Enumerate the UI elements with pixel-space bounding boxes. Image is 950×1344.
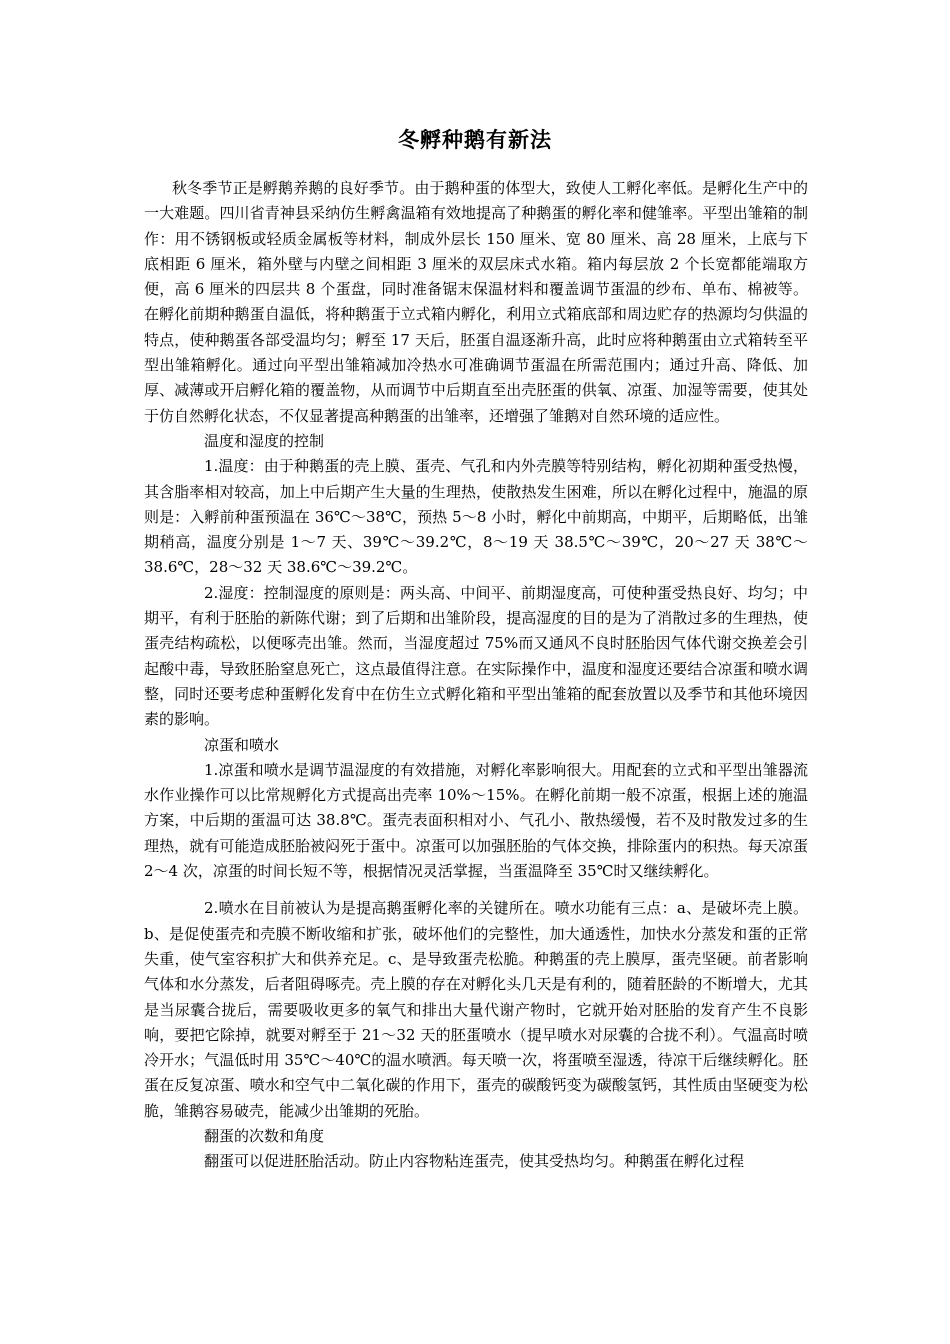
paragraph-gap: [144, 884, 808, 896]
section-heading-cooling-spraying: 凉蛋和喷水: [204, 735, 280, 754]
spraying-paragraph: 2.喷水在目前被认为是提高鹅蛋孵化率的关键所在。喷水功能有三点：a、是破坏壳上膜。b、是促使蛋壳和壳膜不断收缩和扩张，破坏他们的完整性，加大通透性，加快水分蒸发和蛋的正常失重，使气室容积扩大和供养充足。c、是导致蛋壳松脆。种鹅蛋的壳上膜厚，蛋壳坚硬。前者影响气体和水分蒸发，后者阻碍啄壳。壳上膜的存在对孵化头几天是有利的，随着胚龄的不断增大，尤其是当尿囊合拢后，需要吸收更多的氧气和排出大量代谢产物时，它就开始对胚胎的发育产生不良影响，要把它除掉，就要对孵至于 21～32 天的胚蛋喷水（提早喷水对尿囊的合拢不利）。气温高时喷冷开水；气温低时用 35℃～40℃的温水喷洒。每天喷一次，将蛋喷至湿透，待凉干后继续孵化。胚蛋在反复凉蛋、喷水和空气中二氧化碳的作用下，蛋壳的碳酸钙变为碳酸氢钙，其性质由坚硬变为松脆，雏鹅容易破壳，能减少出雏期的死胎。: [144, 899, 808, 1120]
article-body: [144, 176, 808, 1175]
page-title: 冬孵种鹅有新法: [398, 128, 552, 152]
intro-paragraph: 秋冬季节正是孵鹅养鹅的良好季节。由于鹅种蛋的体型大，致使人工孵化率低。是孵化生产中的一大难题。四川省青神县采纳仿生孵禽温箱有效地提高了种鹅蛋的孵化率和健雏率。平型出雏箱的制作：用不锈钢板或轻质金属板等材料，制成外层长 150 厘米、宽 80 厘米、高 28 厘米，上底与下底相距 6 厘米，箱外壁与内壁之间相距 3 厘米的双层床式水箱。箱内每层放 2 个长宽都能端取方便，高 6 厘米的四层共 8 个蛋盘，同时准备锯末保温材料和覆盖调节蛋温的纱布、单布、棉被等。在孵化前期种鹅蛋自温低，将种鹅蛋于立式箱内孵化，利用立式箱底部和周边贮存的热源均匀供温的特点，使种鹅蛋各部受温均匀；孵至 17 天后，胚蛋自温逐渐升高，此时应将种鹅蛋由立式箱转至平型出雏箱孵化。通过向平型出雏箱减加冷热水可准确调节蛋温在所需范围内；通过升高、降低、加厚、减薄或开启孵化箱的覆盖物，从而调节中后期直至出壳胚蛋的供氧、凉蛋、加湿等需要，使其处于仿自然孵化状态，不仅显著提高种鹅蛋的出雏率，还增强了雏鹅对自然环境的适应性。: [144, 179, 808, 425]
cooling-paragraph: 1.凉蛋和喷水是调节温湿度的有效措施，对孵化率影响很大。用配套的立式和平型出雏器流水作业操作可以比常规孵化方式提高出壳率 10%～15%。在孵化前期一般不凉蛋，根据上述的施温方案，中后期的蛋温可达 38.8℃。蛋壳表面积相对小、气孔小、散热缓慢，若不及时散发过多的生理热，就有可能造成胚胎被闷死于蛋中。凉蛋可以加强胚胎的气体交换，排除蛋内的积热。每天凉蛋 2～4 次，凉蛋的时间长短不等，根据情况灵活掌握，当蛋温降至 35℃时又继续孵化。: [144, 760, 808, 881]
temperature-paragraph: 1.温度：由于种鹅蛋的壳上膜、蛋壳、气孔和内外壳膜等特别结构，孵化初期种蛋受热慢，其含脂率相对较高，加上中后期产生大量的生理热，使散热发生困难，所以在孵化过程中，施温的原则是：入孵前种蛋预温在 36℃～38℃，预热 5～8 小时，孵化中前期高，中期平，后期略低，出雏期稍高，温度分别是 1～7 天、39℃～39.2℃，8～19 天 38.5℃～39℃，20～27 天 38℃～38.6℃，28～32 天 38.6℃～39.2℃。: [144, 457, 808, 577]
turning-paragraph: 翻蛋可以促进胚胎活动。防止内容物粘连蛋壳，使其受热均匀。种鹅蛋在孵化过程: [204, 1152, 745, 1171]
humidity-paragraph: 2.湿度：控制湿度的原则是：两头高、中间平、前期湿度高，可使种蛋受热良好、均匀；中期平，有利于胚胎的新陈代谢；到了后期和出雏阶段，提高湿度的目的是为了消散过多的生理热，使蛋壳结构疏松，以便啄壳出雏。然而，当湿度超过 75%而又通风不良时胚胎因气体代谢交换差会引起酸中毒，导致胚胎窒息死亡，这点最值得注意。在实际操作中，温度和湿度还要结合凉蛋和喷水调整，同时还要考虑种蛋孵化发育中在仿生立式孵化箱和平型出雏箱的配套放置以及季节和其他环境因素的影响。: [144, 583, 808, 729]
section-heading-temperature-humidity: 温度和湿度的控制: [204, 431, 325, 450]
section-heading-turning: 翻蛋的次数和角度: [204, 1126, 325, 1145]
